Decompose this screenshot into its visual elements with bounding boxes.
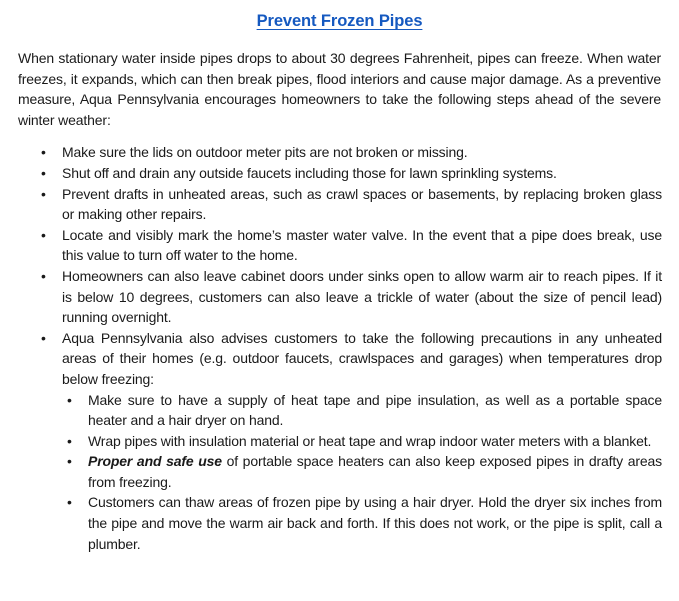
bullet-marker-icon: •	[67, 453, 72, 470]
sub-list-item-text: of portable space heaters can also keep exposed pipes in drafty areas from freezing.	[88, 453, 662, 490]
bullet-marker-icon: •	[41, 267, 46, 284]
list-item	[0, 163, 679, 184]
sub-list-item	[62, 431, 662, 452]
list-item-text: Shut off and drain any outside faucets including those for lawn sprinkling systems.	[62, 164, 557, 181]
secondary-bullet-list	[62, 390, 662, 555]
list-item-text: Aqua Pennsylvania also advises customers to take the following precautions in any unheated areas of their homes (e.g. outdoor faucets, crawlspaces and garages) when temperatures drop below freezing:	[62, 329, 662, 387]
page-title: Prevent Frozen Pipes	[256, 12, 423, 30]
bullet-marker-icon: •	[67, 494, 72, 511]
list-item-text: Make sure the lids on outdoor meter pits are not broken or missing.	[62, 144, 468, 161]
sub-list-item-text: Wrap pipes with insulation material or heat tape and wrap indoor water meters with a blanket.	[88, 432, 652, 449]
sub-list-item	[62, 390, 662, 431]
bullet-marker-icon: •	[41, 144, 46, 161]
bullet-marker-icon: •	[41, 185, 46, 202]
list-item-text: Locate and visibly mark the home’s master water valve. In the event that a pipe does break, use this value to turn off water to the home.	[62, 226, 662, 264]
list-item	[0, 328, 679, 555]
sub-list-item-text: Customers can thaw areas of frozen pipe by using a hair dryer. Hold the dryer six inches from the pipe and move the warm air back and forth. If this does not work, or the pipe is split, call a plumber.	[88, 494, 662, 552]
sub-list-item	[62, 492, 662, 554]
bullet-marker-icon: •	[41, 329, 46, 346]
sub-list-item	[62, 451, 662, 492]
list-item-text: Homeowners can also leave cabinet doors under sinks open to allow warm air to reach pipes. If it is below 10 degrees, customers can also leave a trickle of water (about the size of pencil lead) running overnight.	[62, 267, 662, 326]
bullet-marker-icon: •	[67, 432, 72, 449]
list-item-text: Prevent drafts in unheated areas, such as crawl spaces or basements, by replacing broken glass or making other repairs.	[62, 185, 662, 223]
list-item	[0, 225, 679, 266]
intro-paragraph: When stationary water inside pipes drops to about 30 degrees Fahrenheit, pipes can freeze. When water freezes, it expands, which can then break pipes, flood interiors and cause major damage. As a preventive measure, Aqua Pennsylvania encourages homeowners to take the following steps ahead of the severe winter weather:	[18, 50, 661, 128]
bullet-marker-icon: •	[41, 164, 46, 181]
bullet-marker-icon: •	[41, 226, 46, 243]
primary-bullet-list	[0, 142, 679, 554]
sub-list-item-text: Make sure to have a supply of heat tape and pipe insulation, as well as a portable space heater and a hair dryer on hand.	[88, 391, 662, 429]
bullet-marker-icon: •	[67, 391, 72, 408]
list-item	[0, 142, 679, 163]
list-item	[0, 184, 679, 225]
list-item	[0, 266, 679, 328]
sub-list-item-emphasis: Proper and safe use	[88, 453, 222, 470]
